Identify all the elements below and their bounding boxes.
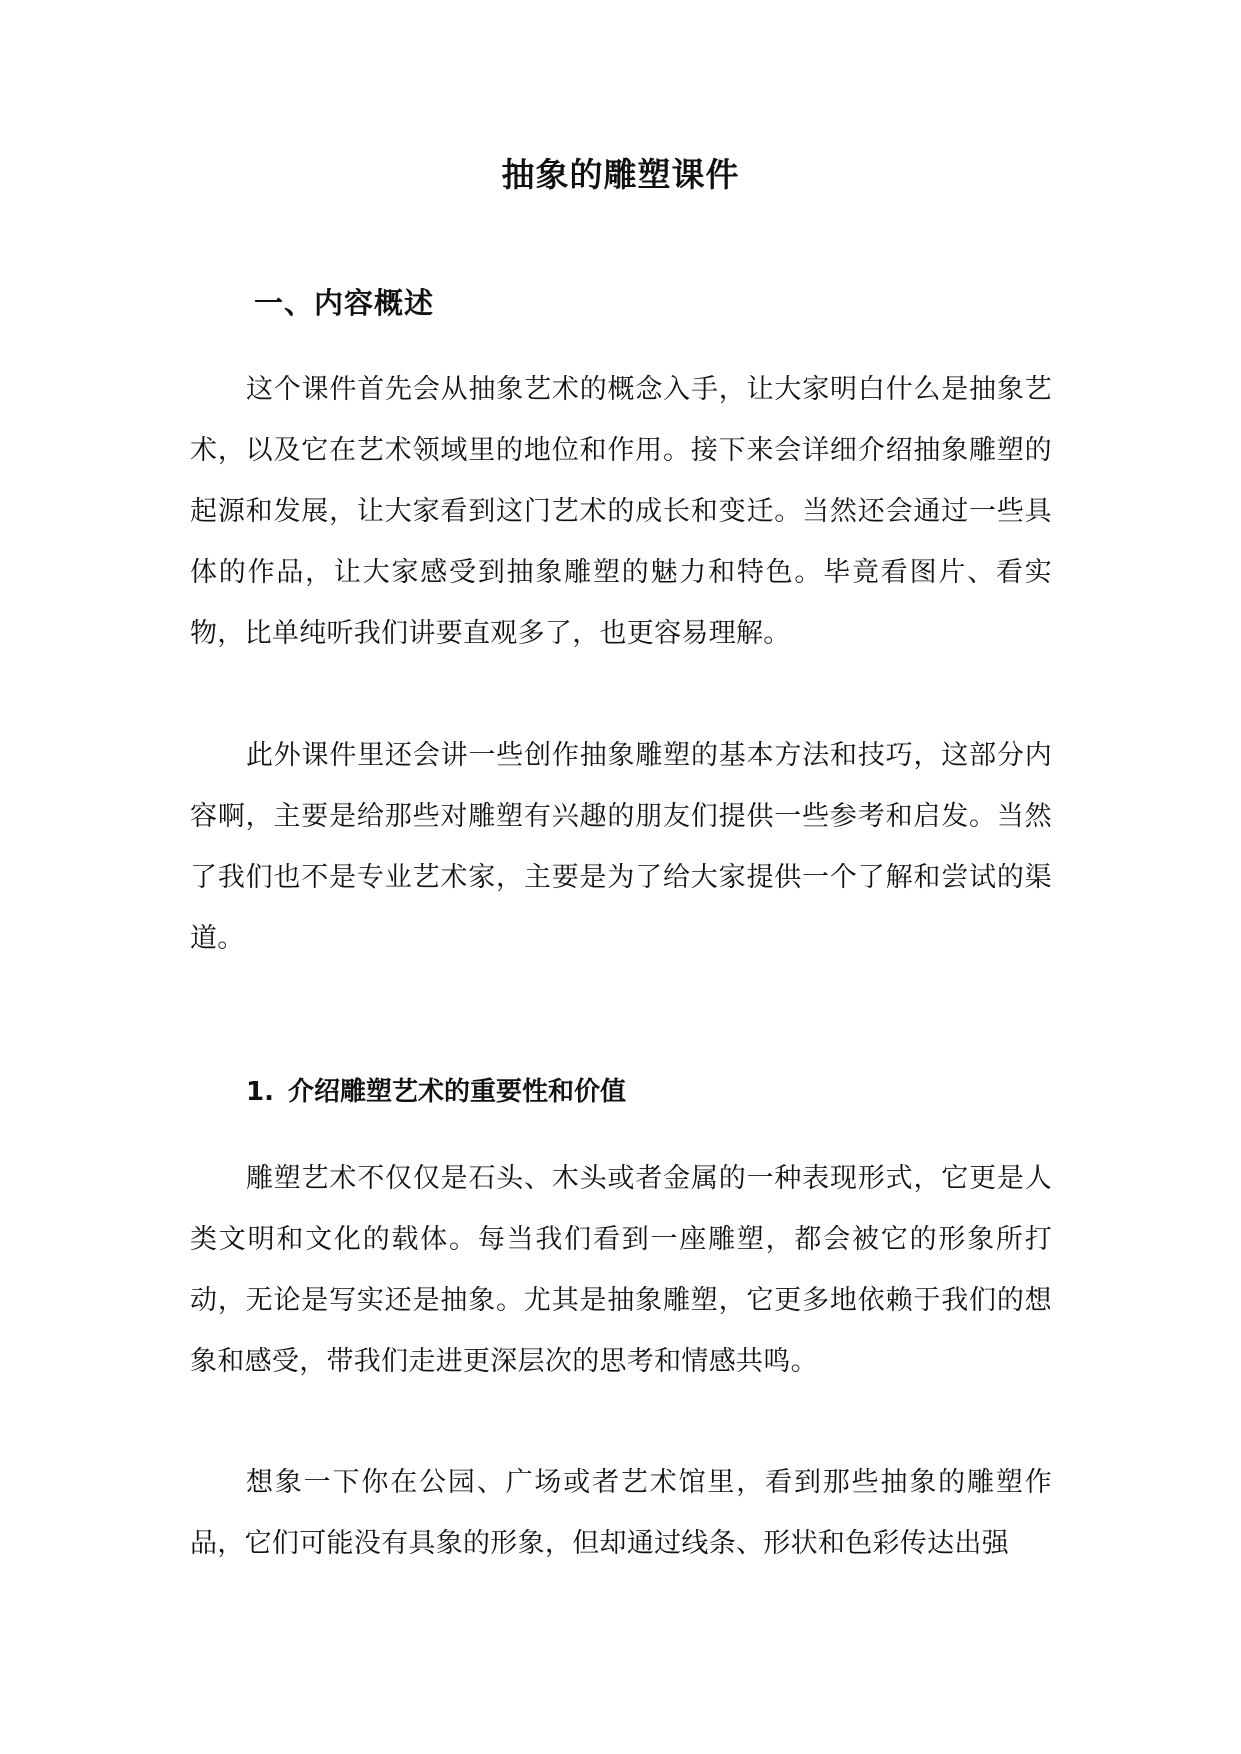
document-title: 抽象的雕塑课件	[501, 155, 740, 194]
paragraph-overview-1: 这个课件首先会从抽象艺术的概念入手，让大家明白什么是抽象艺术，以及它在艺术领域里的地位和作用。接下来会详细介绍抽象雕塑的起源和发展，让大家看到这门艺术的成长和变迁。当然还会通过一些具体的作品，让大家感受到抽象雕塑的魅力和特色。毕竟看图片、看实物，比单纯听我们讲要直观多了，也更容易理解。	[190, 374, 1052, 649]
paragraph-importance-2: 想象一下你在公园、广场或者艺术馆里，看到那些抽象的雕塑作品，它们可能没有具象的形象，但却通过线条、形状和色彩传达出强	[190, 1467, 1052, 1559]
paragraph-importance-1: 雕塑艺术不仅仅是石头、木头或者金属的一种表现形式，它更是人类文明和文化的载体。每当我们看到一座雕塑，都会被它的形象所打动，无论是写实还是抽象。尤其是抽象雕塑，它更多地依赖于我们的想象和感受，带我们走进更深层次的思考和情感共鸣。	[190, 1163, 1052, 1377]
section-heading-overview: 一、内容概述	[254, 286, 435, 320]
subsection-heading-text: 介绍雕塑艺术的重要性和价值	[288, 1077, 627, 1107]
subsection-number: 1.	[246, 1077, 274, 1107]
paragraph-overview-2: 此外课件里还会讲一些创作抽象雕塑的基本方法和技巧，这部分内容啊，主要是给那些对雕塑有兴趣的朋友们提供一些参考和启发。当然了我们也不是专业艺术家，主要是为了给大家提供一个了解和尝试的渠道。	[190, 740, 1052, 954]
subsection-heading-importance	[246, 1067, 626, 1117]
